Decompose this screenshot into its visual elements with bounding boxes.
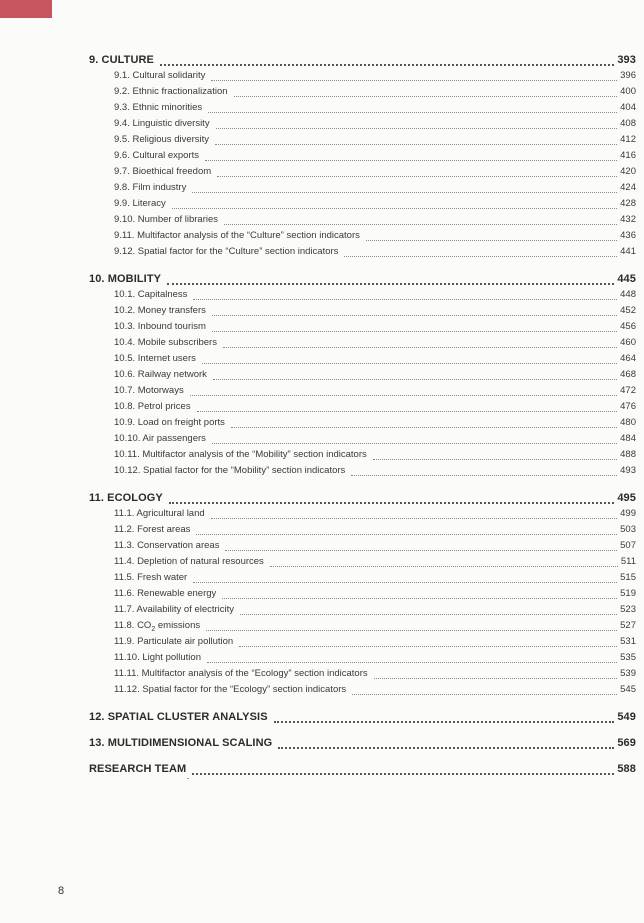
entry-page: 456 [620,321,636,332]
dot-leader [211,80,617,81]
entry-page: 535 [620,652,636,663]
entry-page: 480 [620,417,636,428]
toc-entry[interactable] [89,86,636,102]
dot-leader [202,363,617,364]
entry-page: 432 [620,214,636,225]
dot-leader [196,534,617,535]
entry-page: 452 [620,305,636,316]
dot-leader [215,144,617,145]
entry-page: 511 [620,556,636,567]
entry-page: 523 [620,604,636,615]
toc-entry[interactable] [89,684,636,700]
dot-leader [192,192,617,193]
entry-label: 11.11. Multifactor analysis of the “Ecology” section indicators [114,668,368,679]
entry-label-sub: 2 [151,625,156,633]
entry-page: 468 [620,369,636,380]
entry-label: 9.12. Spatial factor for the “Culture” section indicators [114,246,339,257]
section-page: 549 [617,711,636,723]
toc-entry[interactable] [89,305,636,321]
toc-entry[interactable] [89,636,636,652]
entry-label-pre: 11.8. CO [114,620,152,631]
entry-page: 436 [620,230,636,241]
entry-label: 9.3. Ethnic minorities [114,102,203,113]
dot-leader [167,283,614,285]
entry-label: 9.6. Cultural exports [114,150,200,161]
entry-label-post: emissions [155,620,201,631]
entry-page: 531 [620,636,636,647]
dot-leader [223,347,617,348]
entry-label: 11.2. Forest areas [114,524,191,535]
dot-leader [160,64,614,66]
section-heading[interactable] [89,763,636,779]
entry-page: 424 [620,182,636,193]
section-title: 10. MOBILITY [89,273,162,285]
dot-leader [213,379,617,380]
dot-leader [222,598,617,599]
corner-color-tab [0,0,52,18]
section-page: 588 [617,763,636,775]
toc-entry[interactable] [89,118,636,134]
dot-leader [192,773,614,775]
entry-label: 11.9. Particulate air pollution [114,636,234,647]
entry-page: 484 [620,433,636,444]
entry-label: 9.7. Bioethical freedom [114,166,212,177]
dot-leader [197,411,618,412]
entry-label: 11.1. Agricultural land [114,508,205,519]
toc-entry[interactable] [89,572,636,588]
toc-entry[interactable] [89,198,636,214]
entry-label: 11.3. Conservation areas [114,540,220,551]
entry-label: 9.9. Literacy [114,198,166,209]
entry-page: 493 [620,465,636,476]
entry-label: 11.12. Spatial factor for the “Ecology” section indicators [114,684,347,695]
toc-entry[interactable] [89,369,636,385]
dot-leader [352,694,617,695]
entry-page: 503 [620,524,636,535]
toc-entry[interactable] [89,289,636,305]
toc-entry[interactable] [89,385,636,401]
entry-label [114,620,200,631]
dot-leader [208,112,617,113]
dot-leader [211,518,617,519]
section-page: 569 [617,737,636,749]
entry-page: 416 [620,150,636,161]
entry-page: 545 [620,684,636,695]
entry-page: 488 [620,449,636,460]
toc-entry[interactable] [89,401,636,417]
entry-page: 515 [620,572,636,583]
toc-entry[interactable] [89,102,636,118]
dot-leader [212,315,617,316]
dot-leader [193,299,617,300]
dot-leader [216,128,618,129]
entry-page: 476 [620,401,636,412]
entry-page: 396 [620,70,636,81]
dot-leader [351,475,617,476]
section-heading[interactable] [89,54,636,70]
dot-leader [231,427,617,428]
dot-leader [212,443,617,444]
dot-leader [172,208,617,209]
dot-leader [193,582,617,583]
toc-entry[interactable] [89,321,636,337]
dot-leader [270,566,618,567]
section-title: 12. SPATIAL CLUSTER ANALYSIS [89,711,268,723]
toc-entry[interactable] [89,652,636,668]
entry-label: 11.5. Fresh water [114,572,188,583]
entry-label: 11.6. Renewable energy [114,588,217,599]
dot-leader [240,614,617,615]
dot-leader [278,747,614,749]
entry-label: 9.1. Cultural solidarity [114,70,206,81]
toc-entry[interactable] [89,465,636,481]
dot-leader [207,662,617,663]
toc-entry[interactable] [89,540,636,556]
entry-label: 10.12. Spatial factor for the “Mobility” section indicators [114,465,346,476]
section-title: 9. CULTURE [89,54,154,66]
entry-label: 9.8. Film industry [114,182,187,193]
page-number: 8 [58,885,65,897]
section-page: 445 [617,273,636,285]
toc-entry[interactable] [89,588,636,604]
entry-label: 11.4. Depletion of natural resources [114,556,264,567]
entry-page: 472 [620,385,636,396]
entry-page: 527 [620,620,636,631]
toc-entry[interactable] [89,556,636,572]
toc-entry[interactable] [89,166,636,182]
dot-leader [344,256,617,257]
entry-label: 10.11. Multifactor analysis of the “Mobility” section indicators [114,449,367,460]
dot-leader [169,502,614,504]
entry-label: 9.4. Linguistic diversity [114,118,210,129]
toc-entry[interactable] [89,668,636,684]
entry-label: 10.5. Internet users [114,353,196,364]
entry-page: 441 [620,246,636,257]
entry-page: 448 [620,289,636,300]
entry-page: 408 [620,118,636,129]
dot-leader [374,678,618,679]
entry-label: 10.2. Money transfers [114,305,206,316]
toc-entry[interactable] [89,508,636,524]
section-heading[interactable] [89,711,636,727]
entry-label: 9.2. Ethnic fractionalization [114,86,228,97]
dot-leader [205,160,617,161]
toc-section [89,54,636,262]
section-heading[interactable] [89,273,636,289]
entry-label: 10.7. Motorways [114,385,184,396]
entry-page: 464 [620,353,636,364]
section-title: 11. ECOLOGY [89,492,163,504]
entry-label: 9.5. Religious diversity [114,134,210,145]
dot-leader [225,550,617,551]
dot-leader [366,240,617,241]
toc-entry[interactable] [89,214,636,230]
dot-leader [373,459,617,460]
entry-page: 519 [620,588,636,599]
dot-leader [239,646,617,647]
dot-leader [190,395,617,396]
section-page: 495 [617,492,636,504]
toc-entry[interactable] [89,604,636,620]
entry-page: 507 [620,540,636,551]
entry-label: 11.7. Availability of electricity [114,604,235,615]
table-of-contents [89,54,636,789]
toc-entry[interactable] [89,449,636,465]
entry-page: 400 [620,86,636,97]
entry-page: 412 [620,134,636,145]
section-title: RESEARCH TEAM [89,763,187,775]
entry-label: 9.11. Multifactor analysis of the “Culture” section indicators [114,230,360,241]
entry-label: 10.8. Petrol prices [114,401,191,412]
toc-entry[interactable] [89,433,636,449]
entry-page: 499 [620,508,636,519]
section-title: 13. MULTIDIMENSIONAL SCALING [89,737,273,749]
entry-label: 10.10. Air passengers [114,433,206,444]
toc-entry[interactable] [89,417,636,433]
toc-section [89,492,636,700]
dot-leader [212,331,617,332]
toc-entry[interactable] [89,150,636,166]
entry-label: 10.9. Load on freight ports [114,417,225,428]
section-heading[interactable] [89,492,636,508]
entry-label: 10.6. Railway network [114,369,207,380]
entry-label: 10.3. Inbound tourism [114,321,206,332]
dot-leader [234,96,618,97]
entry-label: 10.4. Mobile subscribers [114,337,217,348]
entry-label: 11.10. Light pollution [114,652,201,663]
entry-page: 404 [620,102,636,113]
entry-page: 420 [620,166,636,177]
scan-speck [187,778,189,779]
entry-label: 9.10. Number of libraries [114,214,219,225]
toc-entry[interactable] [89,182,636,198]
dot-leader [217,176,617,177]
entry-page: 460 [620,337,636,348]
toc-entry[interactable] [89,353,636,369]
entry-label: 10.1. Capitalness [114,289,188,300]
toc-section [89,273,636,481]
toc-entry[interactable] [89,246,636,262]
dot-leader [206,630,617,631]
toc-entry[interactable] [89,230,636,246]
entry-page: 428 [620,198,636,209]
toc-entry[interactable] [89,524,636,540]
section-heading[interactable] [89,737,636,753]
dot-leader [274,721,615,723]
dot-leader [224,224,617,225]
toc-entry[interactable] [89,70,636,86]
section-page: 393 [617,54,636,66]
toc-entry[interactable] [89,134,636,150]
entry-page: 539 [620,668,636,679]
toc-entry[interactable] [89,337,636,353]
toc-entry[interactable] [89,620,636,636]
